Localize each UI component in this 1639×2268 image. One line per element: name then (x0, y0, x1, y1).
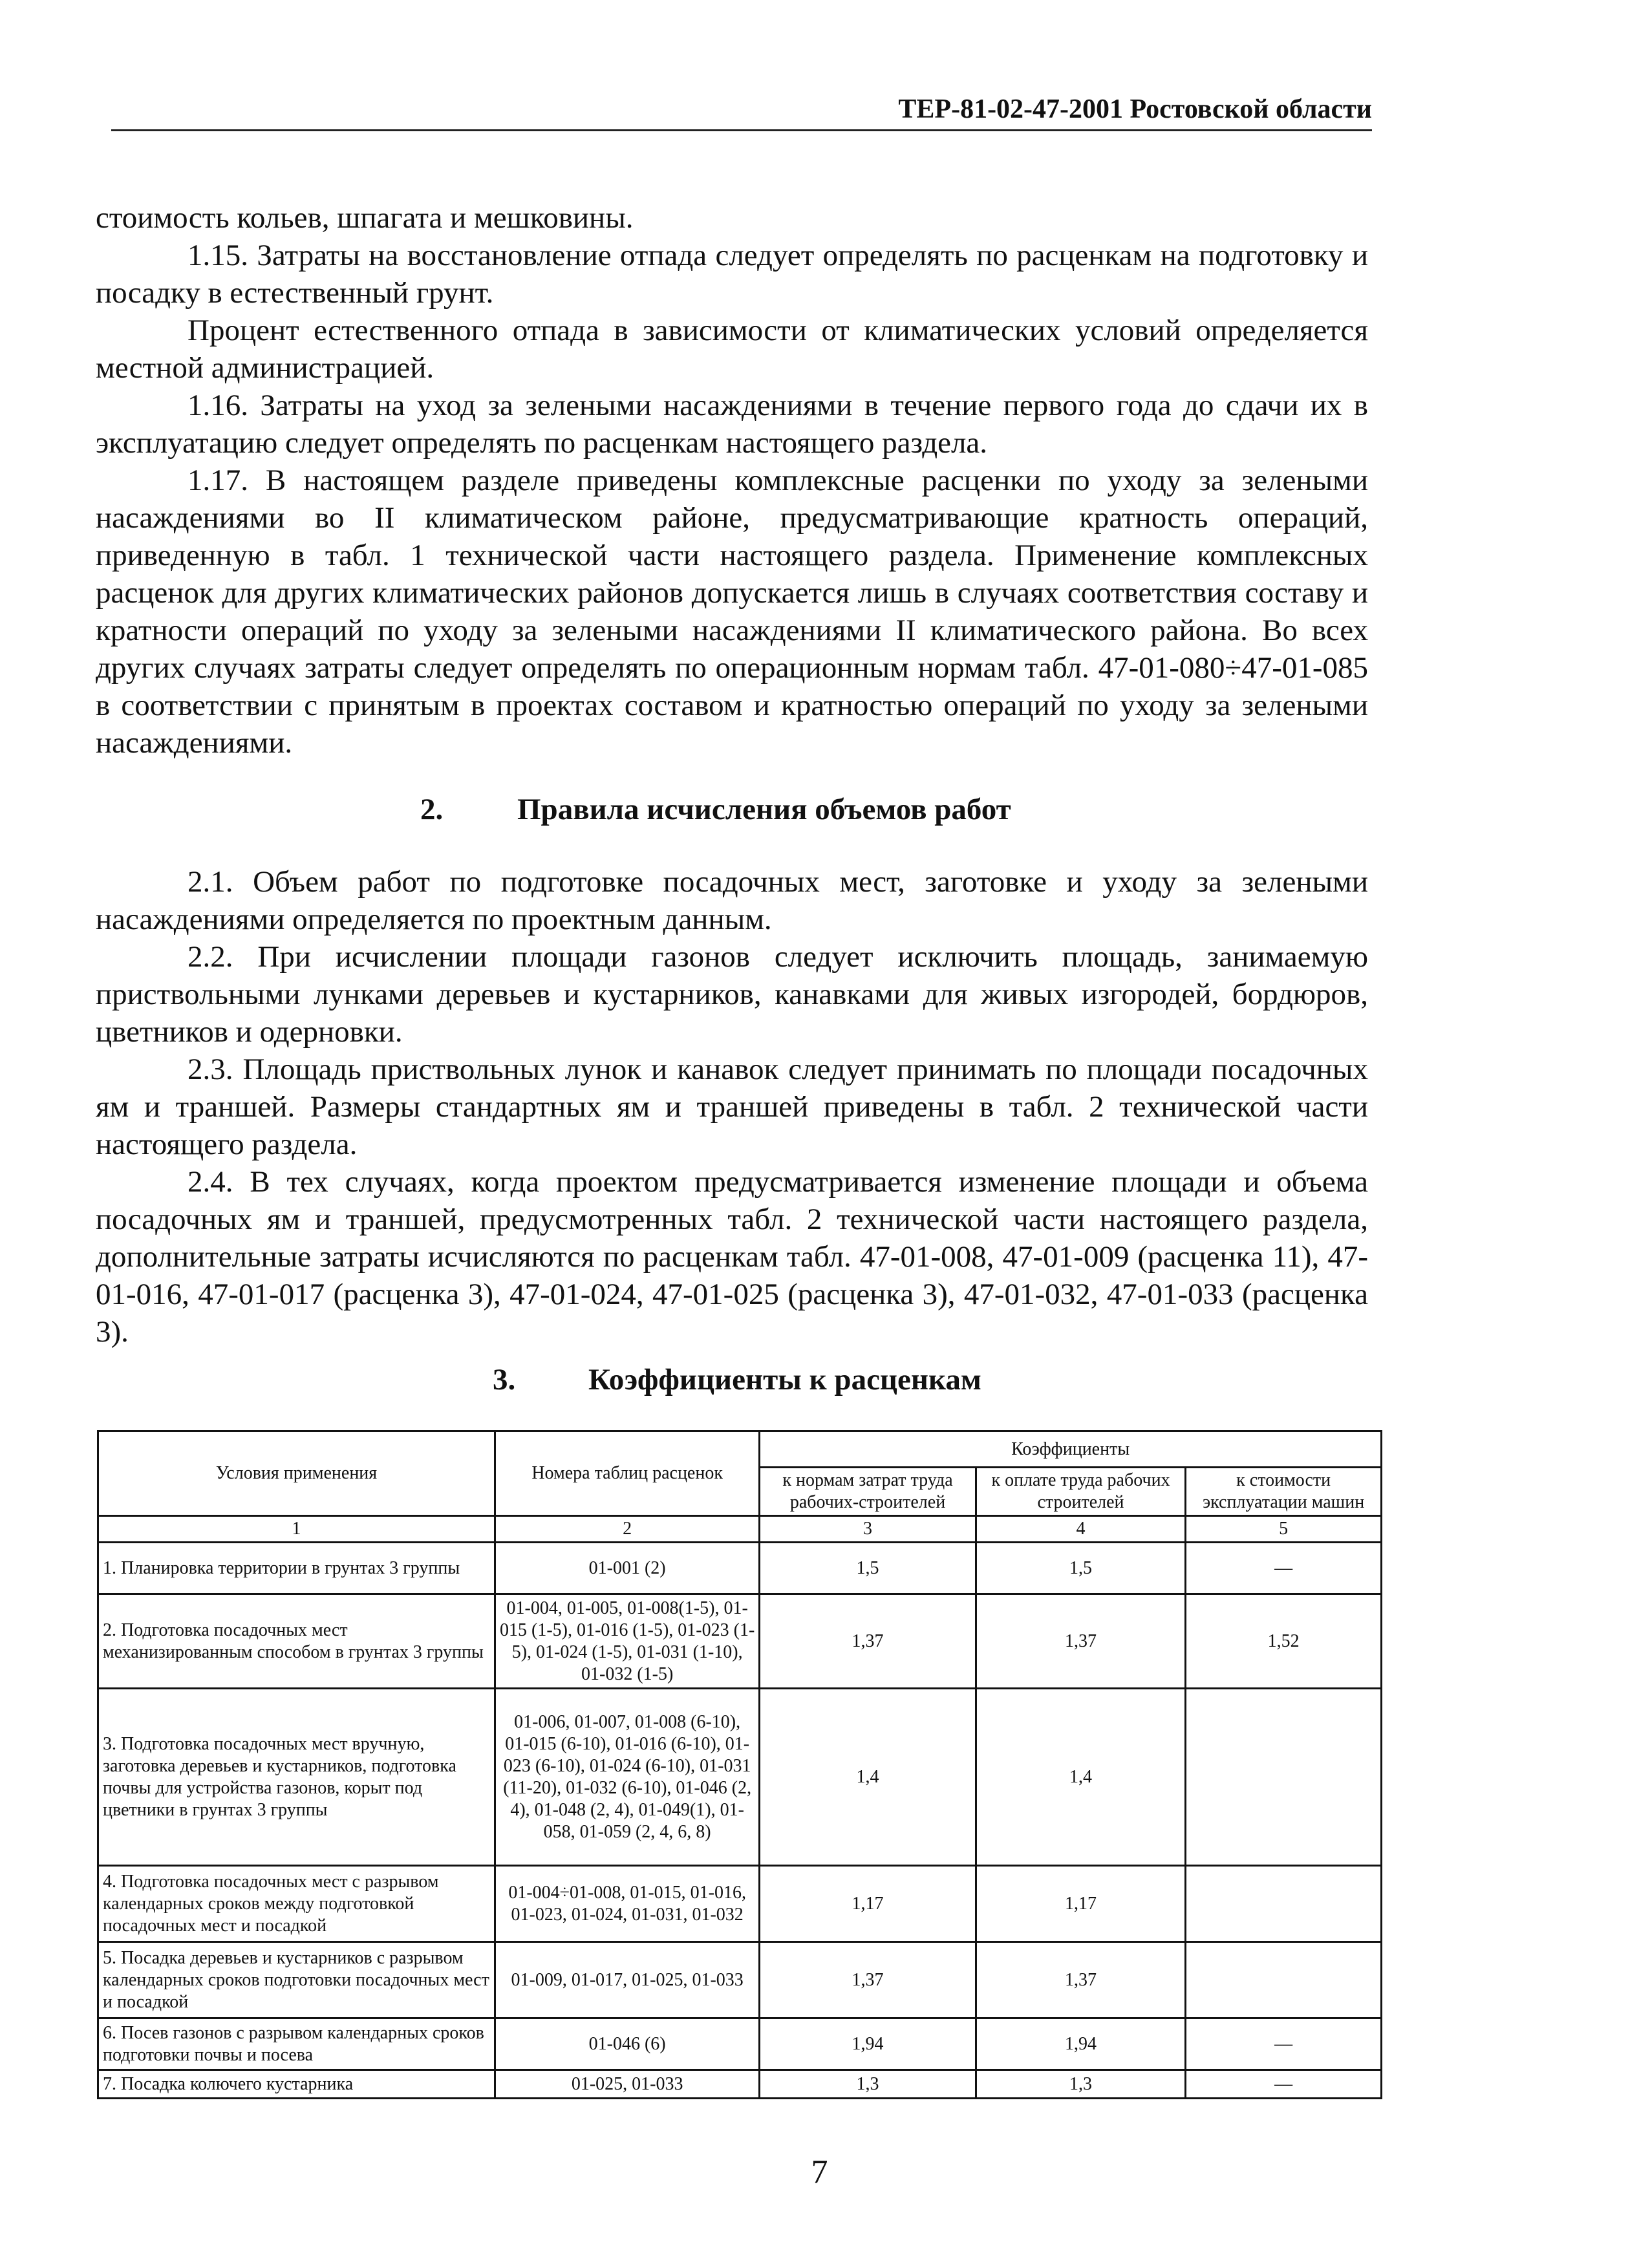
header-tables: Номера таблиц расценок (495, 1431, 760, 1516)
machines-coef-cell (1186, 1866, 1382, 1942)
wages-coef-cell: 1,4 (976, 1689, 1186, 1866)
condition-cell: 1. Планировка территории в грунтах 3 группы (98, 1543, 495, 1594)
condition-cell: 4. Подготовка посадочных мест с разрывом календарных сроков между подготовкой посадочных мест и посадкой (98, 1866, 495, 1942)
section-2-text (96, 863, 1368, 1351)
wages-coef-cell: 1,37 (976, 1594, 1186, 1689)
tables-cell: 01-004, 01-005, 01-008(1-5), 01-015 (1-5), 01-016 (1-5), 01-023 (1-5), 01-024 (1-5), 01-031 (1-10), 01-032 (1-5) (495, 1594, 760, 1689)
header-wages: к оплате труда рабочих строителей (976, 1468, 1186, 1516)
workers-coef-cell: 1,17 (760, 1866, 976, 1942)
paragraph: Процент естественного отпада в зависимости от климатических условий определяется местной администрацией. (96, 314, 1368, 385)
machines-coef-cell: — (1186, 2018, 1382, 2070)
column-number: 3 (760, 1516, 976, 1543)
header-workers: к нормам затрат труда рабочих-строителей (760, 1468, 976, 1516)
table-row (98, 1543, 1382, 1594)
section-number: 3. (493, 1363, 516, 1396)
paragraph: стоимость кольев, шпагата и мешковины. (96, 201, 634, 235)
machines-coef-cell: — (1186, 1543, 1382, 1594)
column-number: 5 (1186, 1516, 1382, 1543)
wages-coef-cell: 1,5 (976, 1543, 1186, 1594)
header-conditions: Условия применения (98, 1431, 495, 1516)
condition-cell: 3. Подготовка посадочных мест вручную, заготовка деревьев и кустарников, подготовка почвы для устройства газонов, корыт под цветники в грунтах 3 группы (98, 1689, 495, 1866)
table-row (98, 1689, 1382, 1866)
tables-cell: 01-025, 01-033 (495, 2070, 760, 2099)
column-number: 2 (495, 1516, 760, 1543)
section-number: 2. (420, 793, 444, 826)
wages-coef-cell: 1,3 (976, 2070, 1186, 2099)
table-row (98, 2018, 1382, 2070)
paragraph: 2.4. В тех случаях, когда проектом предусматривается изменение площади и объема посадочных ям и траншей, предусмотренных табл. 2 технической части настоящего раздела, дополнительные затраты исчисляются по расценкам табл. 47-01-008, 47-01-009 (расценка 11), 47-01-016, 47-01-017 (расценка 3), 47-01-024, 47-01-025 (расценка 3), 47-01-032, 47-01-033 (расценка 3). (96, 1165, 1368, 1349)
workers-coef-cell: 1,5 (760, 1543, 976, 1594)
page-header (111, 89, 1372, 131)
machines-coef-cell: 1,52 (1186, 1594, 1382, 1689)
section-title: Коэффициенты к расценкам (588, 1363, 981, 1396)
coefficients-table (97, 1430, 1382, 2099)
condition-cell: 6. Посев газонов с разрывом календарных сроков подготовки почвы и посева (98, 2018, 495, 2070)
machines-coef-cell (1186, 1689, 1382, 1866)
condition-cell: 2. Подготовка посадочных мест механизированным способом в грунтах 3 группы (98, 1594, 495, 1689)
tables-cell: 01-004÷01-008, 01-015, 01-016, 01-023, 01-024, 01-031, 01-032 (495, 1866, 760, 1942)
page-number: 7 (811, 2154, 828, 2190)
paragraph: 1.15. Затраты на восстановление отпада следует определять по расценкам на подготовку и посадку в естественный грунт. (96, 239, 1368, 310)
table-row (98, 1942, 1382, 2018)
paragraph: 2.2. При исчислении площади газонов следует исключить площадь, занимаемую приствольными лунками деревьев и кустарников, канавками для живых изгородей, бордюров, цветников и одерновки. (96, 940, 1368, 1049)
wages-coef-cell: 1,37 (976, 1942, 1186, 2018)
machines-coef-cell: — (1186, 2070, 1382, 2099)
wages-coef-cell: 1,17 (976, 1866, 1186, 1942)
column-number: 4 (976, 1516, 1186, 1543)
machines-coef-cell (1186, 1942, 1382, 2018)
document-code: ТЕР-81-02-47-2001 Ростовской области (898, 94, 1372, 124)
tables-cell: 01-046 (6) (495, 2018, 760, 2070)
table-row (98, 1866, 1382, 1942)
table-row (98, 1594, 1382, 1689)
workers-coef-cell: 1,37 (760, 1942, 976, 2018)
table-row (98, 2070, 1382, 2099)
header-machines: к стоимости эксплуатации машин (1186, 1468, 1382, 1516)
tables-cell: 01-009, 01-017, 01-025, 01-033 (495, 1942, 760, 2018)
paragraph: 2.3. Площадь приствольных лунок и канавок следует принимать по площади посадочных ям и траншей. Размеры стандартных ям и траншей приведены в табл. 2 технической части настоящего раздела. (96, 1053, 1368, 1161)
paragraph: 2.1. Объем работ по подготовке посадочных мест, заготовке и уходу за зелеными насаждениями определяется по проектным данным. (96, 865, 1368, 936)
wages-coef-cell: 1,94 (976, 2018, 1186, 2070)
column-number: 1 (98, 1516, 495, 1543)
tables-cell: 01-001 (2) (495, 1543, 760, 1594)
condition-cell: 5. Посадка деревьев и кустарников с разрывом календарных сроков подготовки посадочных мест и посадкой (98, 1942, 495, 2018)
workers-coef-cell: 1,3 (760, 2070, 976, 2099)
header-coefficients: Коэффициенты (760, 1431, 1382, 1468)
condition-cell: 7. Посадка колючего кустарника (98, 2070, 495, 2099)
tables-cell: 01-006, 01-007, 01-008 (6-10), 01-015 (6-10), 01-016 (6-10), 01-023 (6-10), 01-024 (6-10), 01-031 (11-20), 01-032 (6-10), 01-046 (2, 4), 01-048 (2, 4), 01-049(1), 01-058, 01-059 (2, 4, 6, 8) (495, 1689, 760, 1866)
section-1-text (96, 199, 1368, 762)
workers-coef-cell: 1,94 (760, 2018, 976, 2070)
paragraph: 1.17. В настоящем разделе приведены комплексные расценки по уходу за зелеными насаждениями во II климатическом районе, предусматривающие кратность операций, приведенную в табл. 1 технической части настоящего раздела. Применение комплексных расценок для других климатических районов допускается лишь в случаях соответствия составу и кратности операций по уходу за зелеными насаждениями II климатического района. Во всех других случаях затраты следует определять по операционным нормам табл. 47-01-080÷47-01-085 в соответствии с принятым в проектах составом и кратностью операций по уходу за зелеными насаждениями. (96, 464, 1368, 760)
section-title: Правила исчисления объемов работ (517, 793, 1011, 826)
workers-coef-cell: 1,4 (760, 1689, 976, 1866)
workers-coef-cell: 1,37 (760, 1594, 976, 1689)
paragraph: 1.16. Затраты на уход за зелеными насаждениями в течение первого года до сдачи их в эксплуатацию следует определять по расценкам настоящего раздела. (96, 389, 1368, 460)
